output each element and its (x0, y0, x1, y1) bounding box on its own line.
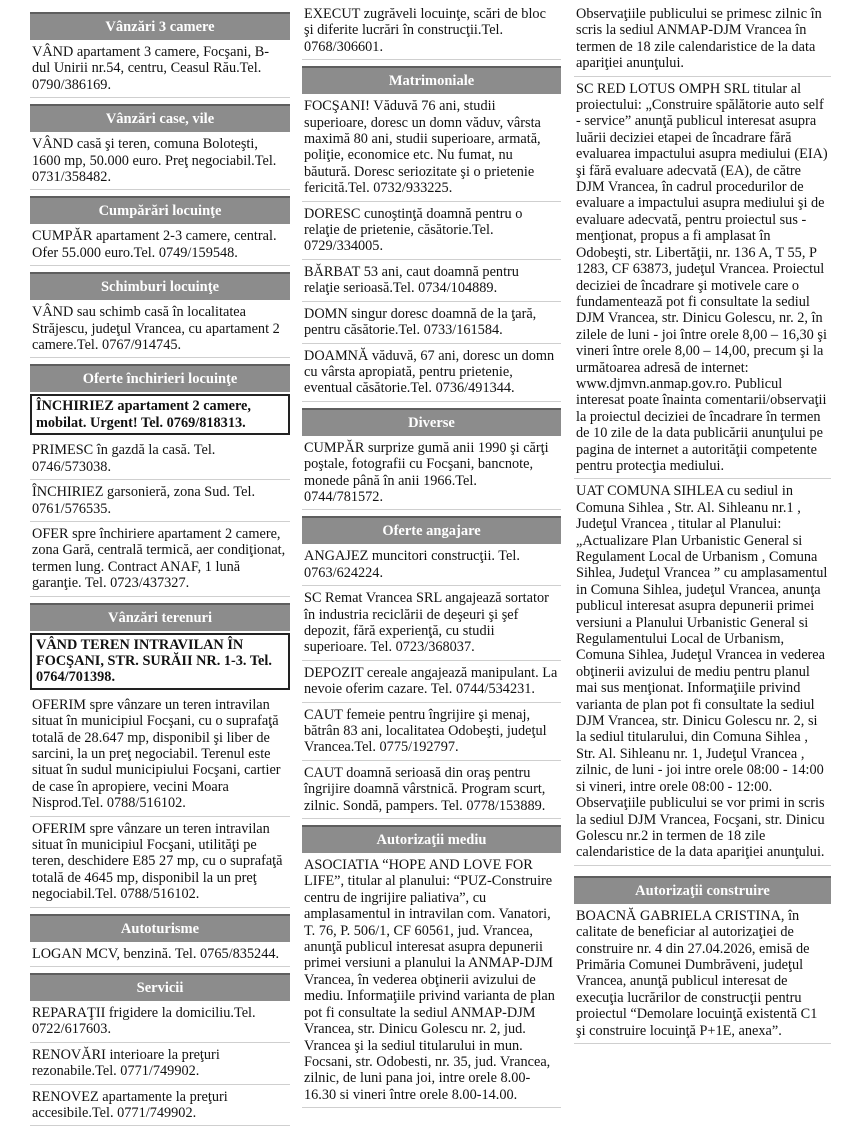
section-vanzari-terenuri (30, 603, 290, 908)
section-servicii (30, 973, 290, 1126)
section-header: Diverse (302, 408, 561, 436)
column-2 (302, 2, 561, 1108)
section-cumparari-locuinte (30, 196, 290, 266)
section-diverse (302, 408, 561, 511)
classified-ad: ASOCIATIA “HOPE AND LOVE FOR LIFE”, titular al planului: “PUZ-Construire centru de ingrijire paliativa”, cu amplasamentul in intravilan com. Vanatori, T. 76, P. 506/1, CF 60561, jud. Vrancea, anunţă publicul interesat asupra depunerii primei versiuni a planului la ANMAP-DJM Vrancea, în vederea obţinerii avizului de mediu. Informaţiile privind varianta de plan pot fi consultate la sediul ANMAP-DJM Vrancea, str. Dinicu Golescu nr. 2, jud. Vrancea şi la sediul titularului in mun. Focsani, str. Odobesti, nr. 35, jud. Vrancea, zilnic, de luni pana joi, intre orele 8.00-16.30 si vineri între orele 8.00-14.00. (302, 853, 561, 1108)
continued-ad: EXECUT zugrăveli locuinţe, scări de bloc şi diferite lucrări în construcţii.Tel. 0768/306601. (302, 2, 561, 60)
section-oferte-inchirieri (30, 364, 290, 596)
section-header: Autoturisme (30, 914, 290, 942)
classified-ad: DORESC cunoştinţă doamnă pentru o relaţie de prietenie, căsătorie.Tel. 0729/334005. (302, 202, 561, 260)
section-vanzari-3-camere (30, 12, 290, 98)
classified-ad: REPARAŢII frigidere la domiciliu.Tel. 0722/617603. (30, 1001, 290, 1043)
classified-ad: RENOVĂRI interioare la preţuri rezonabile.Tel. 0771/749902. (30, 1043, 290, 1085)
section-header: Vânzări 3 camere (30, 12, 290, 40)
classified-ad: RENOVEZ apartamente la preţuri accesibile.Tel. 0771/749902. (30, 1085, 290, 1127)
section-autorizatii-mediu (302, 825, 561, 1108)
section-matrimoniale (302, 66, 561, 402)
section-header: Servicii (30, 973, 290, 1001)
classified-ad: FOCŞANI! Văduvă 76 ani, studii superioare, doresc un domn văduv, vârsta maximă 80 ani, studii superioare, armată, poliţie, economice etc. Nu fumat, nu băutură. Doresc seriozitate şi o prietenie fericită.Tel. 0732/933225. (302, 94, 561, 201)
section-header: Vânzări case, vile (30, 104, 290, 132)
classified-ad: DEPOZIT cereale angajează manipulant. La nevoie oferim cazare. Tel. 0744/534231. (302, 661, 561, 703)
section-oferte-angajare (302, 516, 561, 819)
classified-ad: LOGAN MCV, benzină. Tel. 0765/835244. (30, 942, 290, 967)
classified-ad: BOACNĂ GABRIELA CRISTINA, în calitate de beneficiar al autorizaţiei de construire nr. 4 din 27.04.2026, emisă de Primăria Comunei Dumbrăveni, judeţul Vrancea, anunţă publicul interesat de execuţia lucrărilor de construcţii pentru proiectul “Demolare locuinţă existentă C1 şi construire locuinţă P+1E, anexa”. (574, 904, 831, 1044)
classified-ad: OFER spre închiriere apartament 2 camere, zona Gară, centrală termică, aer condiţionat, termen lung. Contract ANAF, 1 lună garanţie. Tel. 0723/437327. (30, 522, 290, 597)
section-header: Autorizaţii mediu (302, 825, 561, 853)
section-schimburi-locuinte (30, 272, 290, 358)
classified-ad: DOMN singur doresc doamnă de la ţară, pentru căsătorie.Tel. 0733/161584. (302, 302, 561, 344)
classified-ad: OFERIM spre vânzare un teren intravilan situat în municipiul Focşani, cu o suprafaţă totală de 28.647 mp, disponibil şi liber de sarcini, la un preţ negociabil. Terenul este situat în sudul municipiului Focşani, cartier de case în apropiere, vecini Moara Nisprod.Tel. 0788/516102. (30, 693, 290, 817)
section-header: Oferte închirieri locuinţe (30, 364, 290, 392)
classified-ad: CUMPĂR apartament 2-3 camere, central. Ofer 55.000 euro.Tel. 0749/159548. (30, 224, 290, 266)
highlighted-ad: VÂND TEREN INTRAVILAN ÎN FOCŞANI, STR. SURĂII NR. 1-3. Tel. 0764/701398. (30, 633, 290, 690)
section-header: Oferte angajare (302, 516, 561, 544)
classified-ad: ANGAJEZ muncitori construcţii. Tel. 0763/624224. (302, 544, 561, 586)
classified-ad: DOAMNĂ văduvă, 67 ani, doresc un domn cu vârsta apropiată, pentru prietenie, eventual căsătorie.Tel. 0736/491344. (302, 344, 561, 402)
section-vanzari-case-vile (30, 104, 290, 190)
continued-ad: Observaţiile publicului se primesc zilnic în scris la sediul ANMAP-DJM Vrancea în termen de 18 zile calendaristice de la data apariţiei anunţului. (574, 2, 831, 77)
classified-ad: VÂND apartament 3 camere, Focşani, B-dul Unirii nr.54, centru, Ceasul Rău.Tel. 0790/386169. (30, 40, 290, 98)
public-notice: SC RED LOTUS OMPH SRL titular al proiectului: „Construire spălătorie auto self - service” anunţă publicul interesat asupra luării deciziei etapei de încadrare fără evaluarea impactului asupra mediului (EIA) şi fără evaluare adecvată (EA), de către DJM Vrancea, în cadrul procedurilor de evaluare a impactului asupra mediului şi de evaluare adecvată, pentru proiectul sus - menţionat, propus a fi amplasat în Odobeşti, str. Libertăţii, nr. 136 A, T 55, P 1283, CF 63873, judeţul Vrancea. Proiectul deciziei de încadrare şi motivele care o fundamentează pot fi consultate la sediul DJM Vrancea, str. Dinicu Golescu, nr. 2, în zilele de luni - joi între orele 8,00 – 16,30 şi vineri între orele 8,00 – 14,00, precum şi la următoarea adresă de internet: www.djmvn.anmap.gov.ro. Publicul interesat poate înainta comentarii/observaţii la proiectul deciziei de încadrare în termen de 10 zile de la data publicării anunţului pe pagina de internet a autorităţii competente pentru protecţia mediului. (574, 77, 831, 480)
classified-ad: BĂRBAT 53 ani, caut doamnă pentru relaţie serioasă.Tel. 0734/104889. (302, 260, 561, 302)
classified-ad: CAUT femeie pentru îngrijire şi menaj, bătrân 83 ani, localitatea Odobeşti, judeţul Vrancea.Tel. 0775/192797. (302, 703, 561, 761)
column-1 (30, 12, 290, 1126)
section-header: Matrimoniale (302, 66, 561, 94)
column-3 (574, 2, 831, 1044)
public-notice: UAT COMUNA SIHLEA cu sediul in Comuna Sihlea , Str. Al. Sihleanu nr.1 , Judeţul Vrancea , titular al Planului: „Actualizare Plan Urbanistic General si Regulament Local de Urbanism , Comuna Sihlea, Judeţul Vrancea ” cu amplasamentul in Comuna Sihlea, judeţul Vrancea, anunţa publicul interesat asupra depunerii primei versiuni a Planului Urbanistic General si Regulamentului Local de Urbanism, Comuna Sihlea, Judeţul Vrancea in vederea obţinerii avizului de mediu pentru planul mai sus menţionat. Informaţiile privind varianta de plan pot fi consultate la sediul DJM Vrancea, str. Dinicu Golescu nr. 2, si la sediul titularului, din Comuna Sihlea , Str. Al. Sihleanu nr. 1, Judeţul Vrancea , zilnic, de luni - joi intre orele 08:00 - 14:00 si vineri, intre orele 08:00 - 12:00. Observaţiile publicului se vor primi in scris la sediul DJM Vrancea, Focşani, str. Dinicu Golescu nr.2 in termen de 18 zile calendaristice de la data apariţiei anunţului. (574, 479, 831, 865)
section-header: Schimburi locuinţe (30, 272, 290, 300)
section-header: Autorizaţii construire (574, 876, 831, 904)
section-header: Cumpărări locuinţe (30, 196, 290, 224)
classified-ad: ÎNCHIRIEZ garsonieră, zona Sud. Tel. 0761/576535. (30, 480, 290, 522)
classified-ad: CAUT doamnă serioasă din oraş pentru îngrijire doamnă vârstnică. Program scurt, zilnic. Sondă, pampers. Tel. 0778/153889. (302, 761, 561, 819)
classified-ad: VÂND casă şi teren, comuna Boloteşti, 1600 mp, 50.000 euro. Preţ negociabil.Tel. 0731/358482. (30, 132, 290, 190)
section-autoturisme (30, 914, 290, 967)
classified-ad: SC Remat Vrancea SRL angajează sortator în industria reciclării de deşeuri şi şef depozit, fără experienţă, cu studii superioare. Tel. 0723/368037. (302, 586, 561, 661)
section-header: Vânzări terenuri (30, 603, 290, 631)
classified-ad: VÂND sau schimb casă în localitatea Străjescu, judeţul Vrancea, cu apartament 2 camere.Tel. 0767/914745. (30, 300, 290, 358)
classified-ad: CUMPĂR surprize gumă anii 1990 şi cărţi poştale, fotografii cu Focşani, bancnote, monede până în anii 1966.Tel. 0744/781572. (302, 436, 561, 511)
section-autorizatii-construire (574, 876, 831, 1044)
classified-ad: PRIMESC în gazdă la casă. Tel. 0746/573038. (30, 438, 290, 480)
classified-ad: OFERIM spre vânzare un teren intravilan situat în municipiul Focşani, utilităţi pe teren, deschidere E85 27 mp, cu o suprafaţă totală de 4645 mp, disponibil la un preţ negociabil.Tel. 0788/516102. (30, 817, 290, 908)
highlighted-ad: ÎNCHIRIEZ apartament 2 camere, mobilat. Urgent! Tel. 0769/818313. (30, 394, 290, 435)
